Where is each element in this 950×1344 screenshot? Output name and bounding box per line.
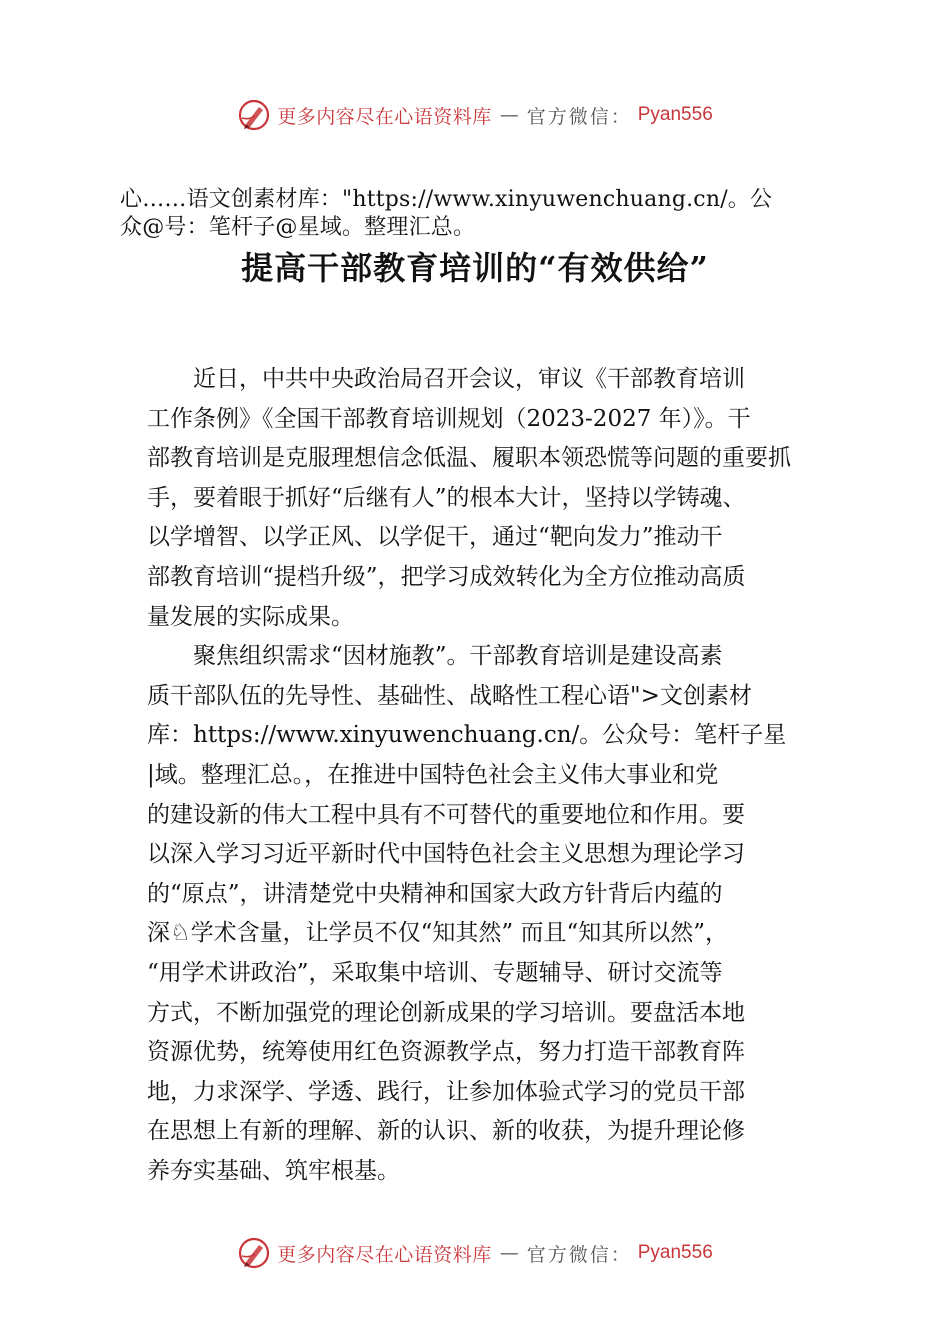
- body-line: 近日，中共中央政治局召开会议，审议《干部教育培训: [147, 366, 745, 392]
- article-body: [147, 360, 837, 1191]
- body-line: 部教育培训是克服理想信念低温、履职本领恐慌等问题的重要抓: [147, 445, 791, 472]
- body-line: 养夯实基础、筑牢根基。: [147, 1157, 400, 1184]
- source-line: 心……语文创素材库："https://www.xinyuwenchuang.cn/。公: [120, 187, 773, 212]
- body-line: 资源优势，统筹使用红色资源教学点，努力打造干部教育阵: [147, 1039, 745, 1066]
- header-banner: [0, 95, 950, 135]
- body-line: 聚焦组织需求“因材施教”。干部教育培训是建设高素: [147, 643, 723, 670]
- separator-dash: —: [499, 104, 519, 126]
- wechat-id: Pyan556: [637, 104, 713, 125]
- brand-text: 更多内容尽在心语资料库: [277, 1243, 492, 1266]
- brand-text: 更多内容尽在心语资料库: [277, 105, 492, 128]
- body-line: 手，要着眼于抓好“后继有人”的根本大计，坚持以学铸魂、: [147, 484, 746, 511]
- separator-dash: —: [499, 1242, 519, 1264]
- body-line: 在思想上有新的理解、新的认识、新的收获，为提升理论修: [147, 1118, 745, 1145]
- body-line: 方式，不断加强党的理论创新成果的学习培训。要盘活本地: [147, 999, 745, 1026]
- body-line: 部教育培训“提档升级”，把学习成效转化为全方位推动高质: [147, 563, 746, 590]
- wechat-id: Pyan556: [637, 1242, 713, 1263]
- body-line: 以学增智、以学正风、以学促干，通过“靶向发力”推动干: [147, 524, 723, 551]
- body-line: 的建设新的伟大工程中具有不可替代的重要地位和作用。要: [147, 801, 745, 828]
- body-line: 量发展的实际成果。: [147, 603, 354, 630]
- wechat-label: 官方微信：: [526, 105, 632, 128]
- body-line: 工作条例》《全国干部教育培训规划（2023-2027 年）》。干: [147, 405, 751, 432]
- pen-logo-icon: [237, 98, 271, 132]
- source-line: 众@号：笔杆子@星域。整理汇总。: [120, 215, 476, 240]
- body-line: 的“原点”，讲清楚党中央精神和国家大政方针背后内蕴的: [147, 880, 723, 907]
- body-line: 库：https://www.xinyuwenchuang.cn/。公众号：笔杆子星: [147, 722, 787, 749]
- pen-logo-icon: [237, 1236, 271, 1270]
- body-line: |域。整理汇总。，在推进中国特色社会主义伟大事业和党: [147, 761, 719, 788]
- wechat-label: 官方微信：: [526, 1243, 632, 1266]
- body-line: 以深入学习习近平新时代中国特色社会主义思想为理论学习: [147, 841, 745, 868]
- body-line: 质干部队伍的先导性、基础性、战略性工程心语">文创素材: [147, 682, 752, 709]
- body-line: 地，力求深学、学透、践行，让参加体验式学习的党员干部: [147, 1078, 745, 1105]
- body-line: 深♘学术含量，让学员不仅“知其然” 而且“知其所以然”，: [147, 920, 728, 947]
- source-note: [120, 186, 840, 242]
- article-title: 提高干部教育培训的“有效供给”: [241, 249, 709, 287]
- body-line: “用学术讲政治”，采取集中培训、专题辅导、研讨交流等: [147, 959, 723, 986]
- footer-banner: [0, 1233, 950, 1273]
